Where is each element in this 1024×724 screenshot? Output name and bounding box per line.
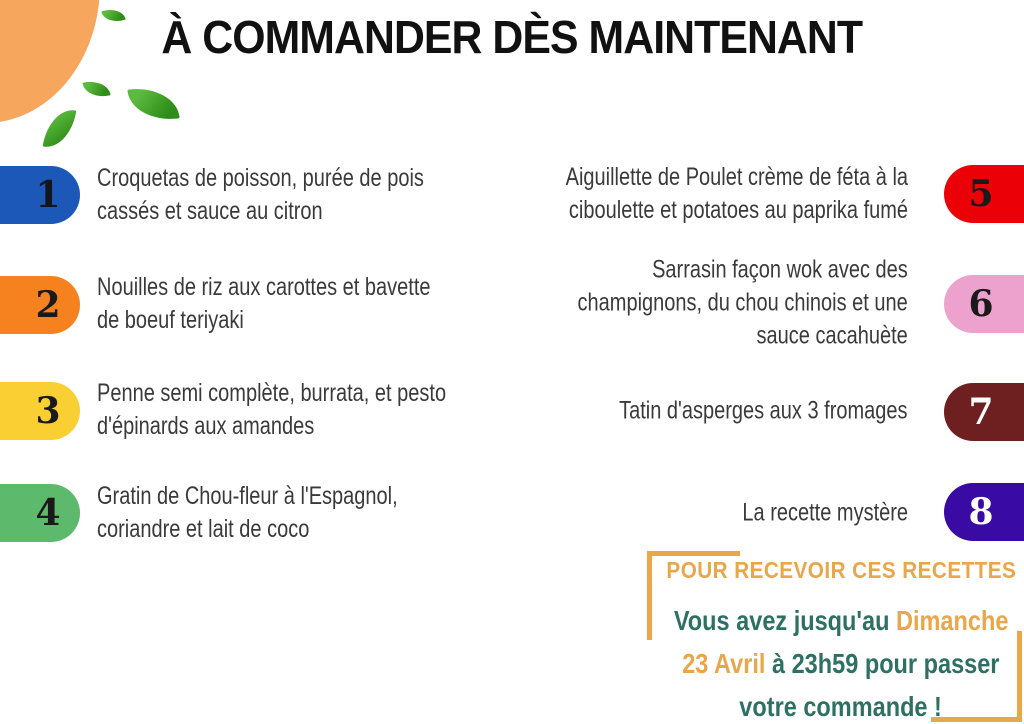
deadline-text-part: Vous avez jusqu'au [673,605,896,636]
item-description-line: d'épinards aux amandes [97,412,315,440]
item-number-badge [0,166,80,224]
item-description-line: Nouilles de riz aux carottes et bavette [97,273,431,301]
callout-heading-text: POUR RECEVOIR CES RECETTES [666,557,1016,583]
item-description [620,395,908,428]
item-number: 4 [35,492,61,534]
item-number-badge [944,165,1024,223]
item-description-line: coriandre et lait de coco [97,515,310,543]
item-number-badge [0,484,80,542]
item-description-line: sauce cacahuète [756,321,908,350]
page-title: À COMMANDER DÈS MAINTENANT [161,11,863,63]
item-description-line: Tatin d'asperges aux 3 fromages [619,396,908,425]
deadline-text-part: à 23h59 pour passer [765,648,1000,679]
item-number: 3 [35,390,61,432]
callout-heading [630,557,1024,584]
header [0,10,1024,64]
item-description-line: cassés et sauce au citron [97,197,323,225]
item-description [97,480,398,546]
deadline-text-part: 23 Avril [682,648,766,679]
deadline-line [630,645,1024,688]
deadline-line [630,688,1024,724]
item-description-line: ciboulette et potatoes au paprika fumé [568,196,908,224]
deadline-text [630,602,1024,724]
item-description-line: champignons, du chou chinois et une [577,288,908,317]
item-number-badge [0,276,80,334]
item-description [742,497,908,530]
item-description-line: Penne semi complète, burrata, et pesto [97,379,447,407]
item-number: 5 [968,173,994,215]
item-number-badge [944,383,1024,441]
deadline-line [630,602,1024,645]
item-description-line: Croquetas de poisson, purée de pois [97,164,424,192]
item-description [578,254,908,353]
item-description-line: Aiguillette de Poulet crème de féta à la [565,163,908,191]
leaf-icon [82,78,110,101]
item-description [97,377,446,443]
deadline-text-part: Dimanche [895,605,1009,636]
leaf-icon [127,85,179,124]
item-description-line: La recette mystère [742,498,908,527]
item-number: 6 [968,283,994,325]
item-description [97,271,431,337]
item-number: 7 [968,391,994,433]
item-number: 1 [35,174,61,216]
item-description [566,161,908,227]
deadline-text-part: votre commande ! [739,691,943,722]
leaf-icon [43,106,77,151]
item-description [97,162,424,228]
item-description-line: Gratin de Chou-fleur à l'Espagnol, [97,482,398,510]
item-description-line: de boeuf teriyaki [97,306,244,334]
item-description-line: Sarrasin façon wok avec des [652,255,908,284]
item-number: 2 [35,284,61,326]
item-number: 8 [968,491,994,533]
item-number-badge [944,483,1024,541]
item-number-badge [0,382,80,440]
item-number-badge [944,275,1024,333]
